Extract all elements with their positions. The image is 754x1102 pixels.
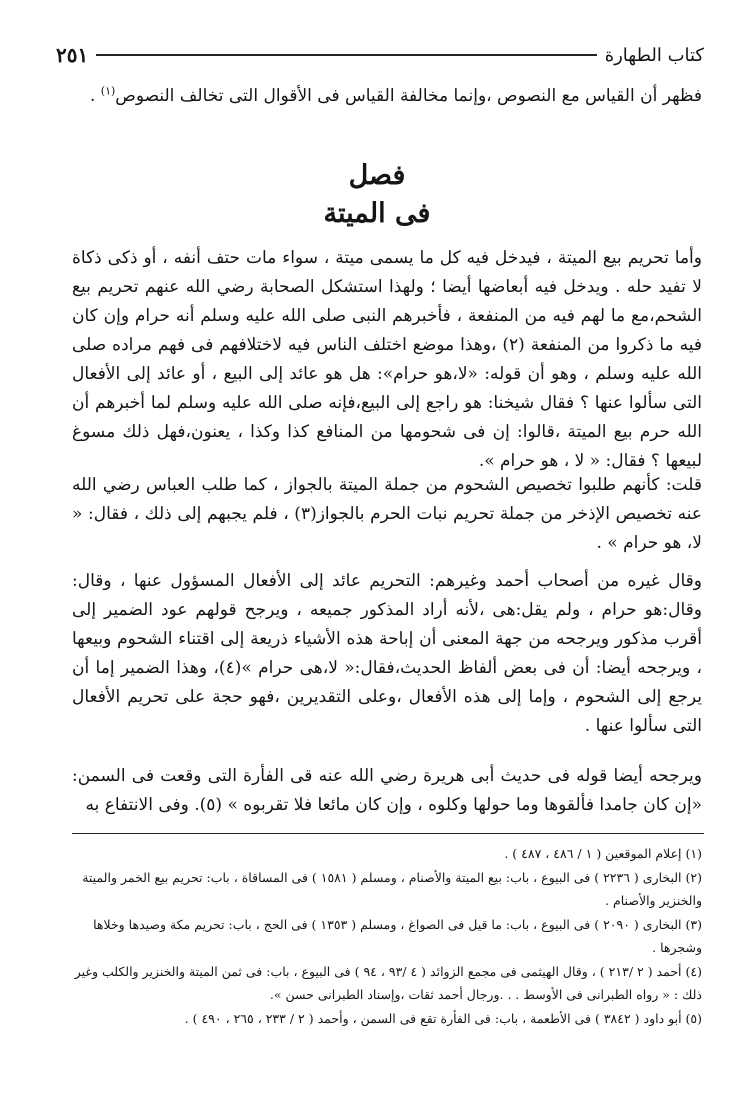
intro-text: فظهر أن القياس مع النصوص ،وإنما مخالفة القياس فى الأقوال التى تخالف النصوص	[115, 86, 702, 106]
paragraph-text: وقال غيره من أصحاب أحمد وغيرهم: التحريم عائد إلى الأفعال المسؤول عنها ، وقال: وقال:هو حرام ، ولم يقل:هى ،لأنه أراد المذكور جميعه ، ويرجح قولهم عود الضمير إلى أقرب مذكور ويرجحه من جهة المعنى أن إباحة هذه الأشياء ذريعة إلى اقتناء الشحوم وبيعها ، ويرجحه أيضا: أن فى بعض ألفاظ الحديث،فقال:« لا،هى حرام »(٤)، وهذا الضمير إما أن يرجع إلى الشحوم ، وإما إلى هذه الأفعال ،وعلى التقديرين ،فهو حجة على تحريم الأفعال التى سألوا عنها .	[72, 571, 702, 736]
intro-end: .	[89, 86, 101, 106]
paragraph-text: وأما تحريم بيع الميتة ، فيدخل فيه كل ما يسمى ميتة ، سواء مات حتف أنفه ، أو ذكى ذكاة لا تفيد حله . ويدخل فيه أبعاضها أيضا ؛ ولهذا استشكل الصحابة رضي الله عنهم تحريم بيع الشحم،مع ما لهم فيه من المنفعة ، فأخبرهم النبى صلى الله عليه وسلم أنه حرام وإن كان فيه ما ذكروا من المنفعة (٢) ،وهذا موضع اختلف الناس فيه لاختلافهم فى فهم مراده صلى الله عليه وسلم ، وهو أن قوله: «لا،هو حرام»: هل هو عائد إلى البيع ، أو عائد إلى الأفعال التى سألوا عنها ؟ فقال شيخنا: هو راجع إلى البيع،فإنه صلى الله عليه وسلم لما أخبرهم أن الله حرم بيع الميتة ،قالوا: إن فى شحومها من المنافع كذا وكذا ، يعنون،فهل ذلك مسوغ لبيعها ؟ فقال: « لا ، هو حرام ».	[72, 248, 702, 471]
page-header	[56, 40, 704, 70]
body-paragraph	[72, 762, 702, 820]
body-paragraph	[72, 471, 702, 558]
body-paragraph	[72, 244, 702, 476]
footnote: (٢) البخارى ( ٢٢٣٦ ) فى البيوع ، باب: بيع الميتة والأصنام ، ومسلم ( ١٥٨١ ) فى المساقاة ، باب: تحريم بيع الخمر والميتة والخنزير والأصنام .	[82, 869, 702, 908]
footnote-divider	[72, 833, 704, 834]
intro-paragraph	[72, 82, 702, 111]
page-number: ٢٥١	[56, 43, 89, 67]
header-rule	[96, 54, 596, 56]
section-subtitle: فى الميتة	[323, 198, 431, 229]
body-paragraph	[72, 567, 702, 741]
footnote: (٤) أحمد ( ٢ /٢١٣ ) ، وقال الهيثمى فى مجمع الزوائد ( ٤ /٩٣ ، ٩٤ ) فى البيوع ، باب: فى ثمن الميتة والخنزير والكلب وغير ذلك : « رواه الطبرانى فى الأوسط . . .ورجال أحمد ثقات ،وإسناد الطبرانى حسن ».	[74, 963, 702, 1002]
footnote: (١) إعلام الموقعين ( ١ / ٤٨٦ ، ٤٨٧ ) .	[504, 846, 702, 861]
footnote: (٥) أبو داود ( ٣٨٤٢ ) فى الأطعمة ، باب: فى الفأرة تقع فى السمن ، وأحمد ( ٢ / ٢٣٣ ، ٢٦٥ ، ٤٩٠ ) .	[184, 1010, 702, 1026]
footnote-ref: (١)	[100, 84, 116, 98]
paragraph-text: ويرجحه أيضا قوله فى حديث أبى هريرة رضي الله عنه قى الفأرة التى وقعت فى السمن: «إن كان جامدا فألقوها وما حولها وكلوه ، وإن كان مائعا فلا تقربوه » (٥). وفى الانتفاع به	[72, 766, 702, 815]
footnotes	[72, 842, 702, 1030]
paragraph-text: قلت: كأنهم طلبوا تخصيص الشحوم من جملة الميتة بالجواز ، كما طلب العباس رضي الله عنه تخصيص الإذخر من جملة تحريم نبات الحرم بالجواز(٣) ، فلم يجبهم إلى ذلك ، فقال: « لا، هو حرام » .	[72, 475, 702, 553]
running-title: كتاب الطهارة	[604, 44, 704, 66]
section-title: فصل	[348, 160, 406, 191]
footnote: (٣) البخارى ( ٢٠٩٠ ) فى البيوع ، باب: ما قيل فى الصواغ ، ومسلم ( ١٣٥٣ ) فى الحج ، باب: تحريم مكة وصيدها وخلاها وشجرها .	[93, 916, 702, 955]
